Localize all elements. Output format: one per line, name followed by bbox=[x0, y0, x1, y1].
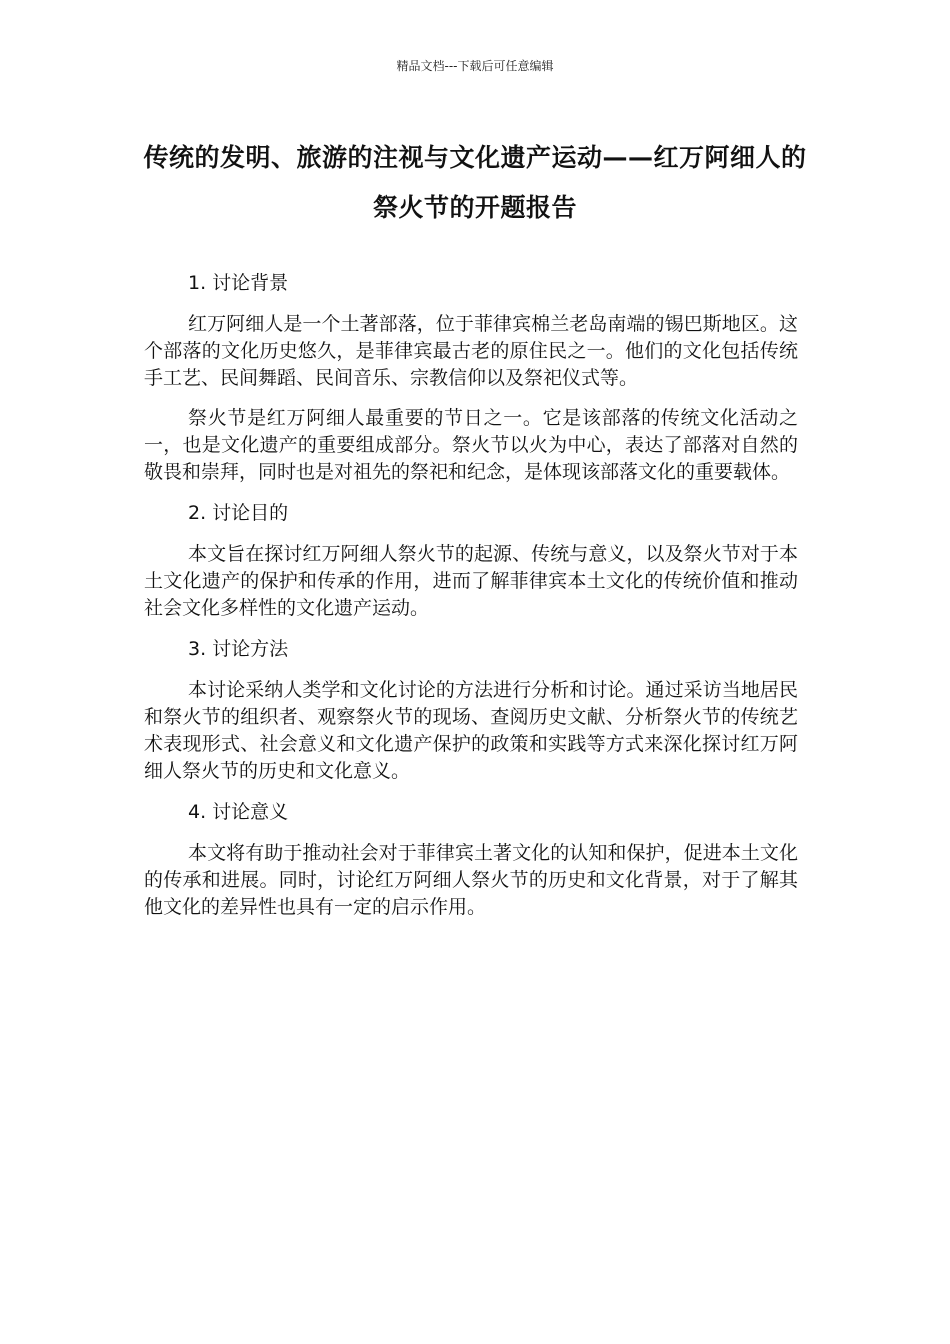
section-purpose bbox=[144, 499, 798, 622]
body-paragraph: 红万阿细人是一个土著部落，位于菲律宾棉兰老岛南端的锡巴斯地区。这个部落的文化历史悠久，是菲律宾最古老的原住民之一。他们的文化包括传统手工艺、民间舞蹈、民间音乐、宗教信仰以及祭祀仪式等。 bbox=[144, 313, 798, 389]
section-heading: 2. 讨论目的 bbox=[188, 502, 289, 524]
section-background bbox=[144, 269, 798, 486]
body-paragraph: 祭火节是红万阿细人最重要的节日之一。它是该部落的传统文化活动之一，也是文化遗产的重要组成部分。祭火节以火为中心，表达了部落对自然的敬畏和崇拜，同时也是对祖先的祭祀和纪念，是体现该部落文化的重要载体。 bbox=[144, 407, 798, 483]
document-body bbox=[144, 269, 798, 934]
document-title: 传统的发明、旅游的注视与文化遗产运动——红万阿细人的祭火节的开题报告 bbox=[143, 143, 807, 222]
section-significance bbox=[144, 798, 798, 921]
header-note: 精品文档---下载后可任意编辑 bbox=[396, 59, 554, 73]
section-method bbox=[144, 635, 798, 785]
body-paragraph: 本文将有助于推动社会对于菲律宾土著文化的认知和保护，促进本土文化的传承和进展。同时，讨论红万阿细人祭火节的历史和文化背景，对于了解其他文化的差异性也具有一定的启示作用。 bbox=[144, 842, 798, 918]
section-heading: 1. 讨论背景 bbox=[188, 272, 289, 294]
section-heading: 3. 讨论方法 bbox=[188, 638, 289, 660]
section-heading: 4. 讨论意义 bbox=[188, 801, 289, 823]
body-paragraph: 本讨论采纳人类学和文化讨论的方法进行分析和讨论。通过采访当地居民和祭火节的组织者、观察祭火节的现场、查阅历史文献、分析祭火节的传统艺术表现形式、社会意义和文化遗产保护的政策和实践等方式来深化探讨红万阿细人祭火节的历史和文化意义。 bbox=[144, 679, 798, 782]
body-paragraph: 本文旨在探讨红万阿细人祭火节的起源、传统与意义，以及祭火节对于本土文化遗产的保护和传承的作用，进而了解菲律宾本土文化的传统价值和推动社会文化多样性的文化遗产运动。 bbox=[144, 543, 798, 619]
